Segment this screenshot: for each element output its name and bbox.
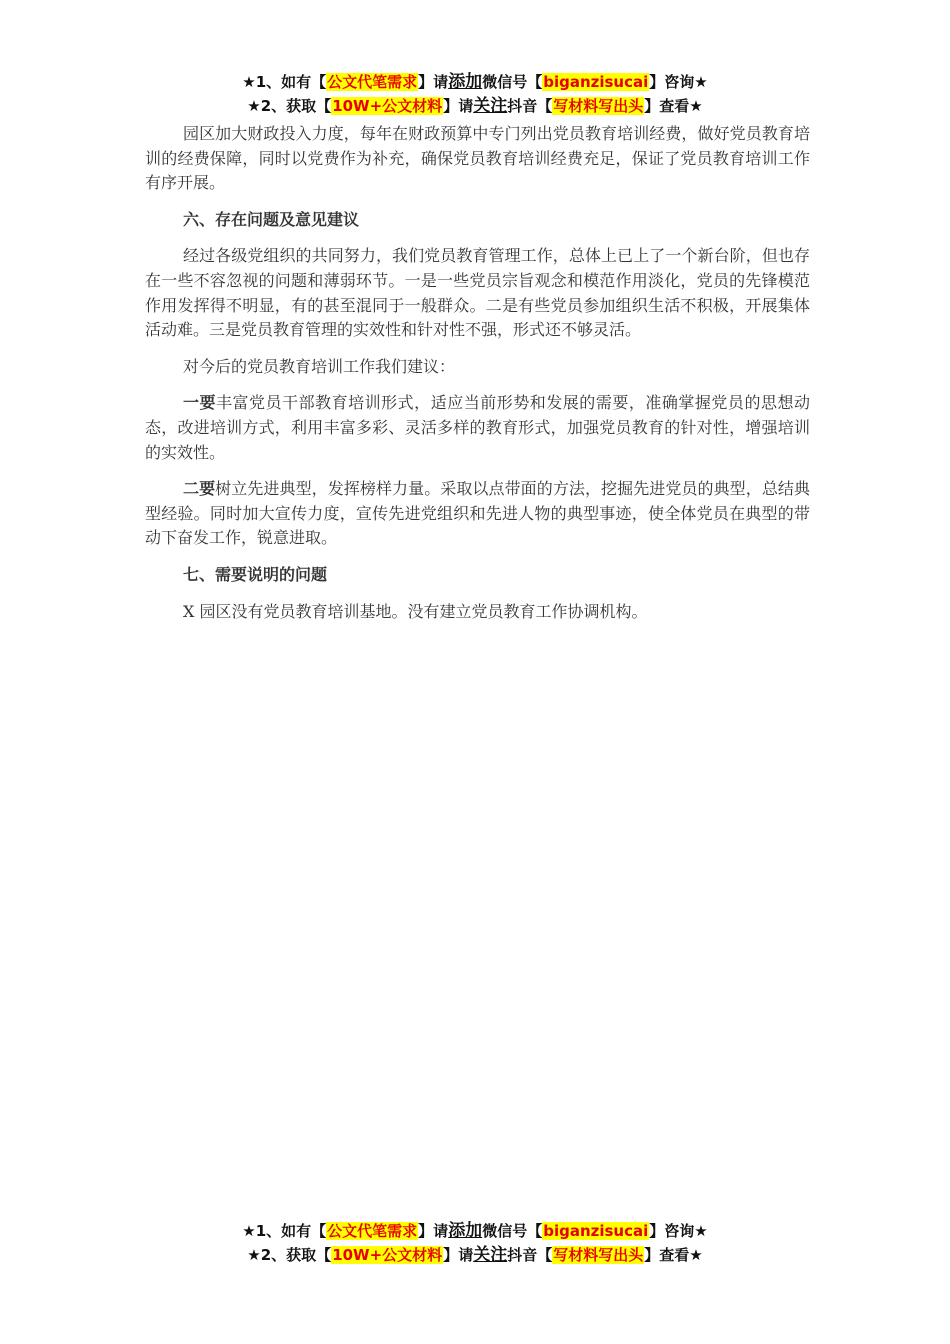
paragraph-note: X 园区没有党员教育培训基地。没有建立党员教育工作协调机构。 xyxy=(183,601,648,621)
banner-text: ★2、获取【 xyxy=(247,1246,332,1264)
paragraph-funding: 园区加大财政投入力度，每年在财政预算中专门列出党员教育培训经费，做好党员教育培训的经费保障，同时以党费作为补充，确保党员教育培训经费充足，保证了党员教育培训工作有序开展。 xyxy=(145,124,810,193)
highlight-wechat-id: biganzisucai xyxy=(543,1222,649,1240)
banner-text: ★2、获取【 xyxy=(247,97,332,115)
suggestion-1-text: 丰富党员干部教育培训形式，适应当前形势和发展的需要，准确掌握党员的思想动态，改进培训方式，利用丰富多彩、灵活多样的教育形式，加强党员教育的针对性，增强培训的实效性。 xyxy=(145,393,810,462)
banner-text: 】咨询★ xyxy=(649,1222,708,1240)
banner-emphasis: 关注 xyxy=(473,96,508,116)
banner-line-2 xyxy=(0,1243,950,1267)
banner-text: 】查看★ xyxy=(644,1246,703,1264)
banner-text: 】请 xyxy=(443,1246,474,1264)
highlight-douyin-account: 写材料写出头 xyxy=(553,97,644,115)
banner-line-1 xyxy=(0,70,950,94)
banner-text: ★1、如有【 xyxy=(242,73,327,91)
section-heading-7: 七、需要说明的问题 xyxy=(183,564,328,584)
paragraph-suggestion-1 xyxy=(145,391,810,465)
banner-text: 】请 xyxy=(418,73,449,91)
document-body xyxy=(145,122,810,636)
header-banner xyxy=(0,70,950,118)
banner-emphasis: 关注 xyxy=(473,1245,508,1265)
suggestion-2-text: 树立先进典型，发挥榜样力量。采取以点带面的方法，挖掘先进党员的典型，总结典型经验。同时加大宣传力度，宣传先进党组织和先进人物的典型事迹，使全体党员在典型的带动下奋发工作，锐意进取。 xyxy=(145,479,810,548)
suggestion-2-lead: 二要 xyxy=(183,479,216,499)
highlight-writing-service: 公文代笔需求 xyxy=(327,1222,418,1240)
banner-text: 】请 xyxy=(418,1222,449,1240)
footer-banner xyxy=(0,1219,950,1267)
banner-text: 微信号【 xyxy=(482,73,543,91)
highlight-douyin-account: 写材料写出头 xyxy=(553,1246,644,1264)
highlight-writing-service: 公文代笔需求 xyxy=(327,73,418,91)
banner-text: ★1、如有【 xyxy=(242,1222,327,1240)
banner-emphasis: 添加 xyxy=(448,72,483,92)
banner-text: 抖音【 xyxy=(507,1246,553,1264)
banner-text: 抖音【 xyxy=(507,97,553,115)
highlight-materials: 10W+公文材料 xyxy=(332,97,443,115)
suggestion-1-lead: 一要 xyxy=(183,393,217,413)
banner-line-2 xyxy=(0,94,950,118)
highlight-materials: 10W+公文材料 xyxy=(332,1246,443,1264)
banner-text: 】咨询★ xyxy=(649,73,708,91)
banner-text: 微信号【 xyxy=(482,1222,543,1240)
banner-text: 】请 xyxy=(443,97,474,115)
banner-line-1 xyxy=(0,1219,950,1243)
section-heading-6: 六、存在问题及意见建议 xyxy=(183,209,360,229)
banner-emphasis: 添加 xyxy=(448,1221,483,1241)
paragraph-suggestion-intro: 对今后的党员教育培训工作我们建议： xyxy=(183,356,456,376)
highlight-wechat-id: biganzisucai xyxy=(543,73,649,91)
paragraph-suggestion-2 xyxy=(145,477,810,551)
banner-text: 】查看★ xyxy=(644,97,703,115)
paragraph-problems: 经过各级党组织的共同努力，我们党员教育管理工作，总体上已上了一个新台阶，但也存在一些不容忽视的问题和薄弱环节。一是一些党员宗旨观念和模范作用淡化，党员的先锋模范作用发挥得不明显，有的甚至混同于一般群众。二是有些党员参加组织生活不积极，开展集体活动难。三是党员教育管理的实效性和针对性不强，形式还不够灵活。 xyxy=(145,246,810,340)
